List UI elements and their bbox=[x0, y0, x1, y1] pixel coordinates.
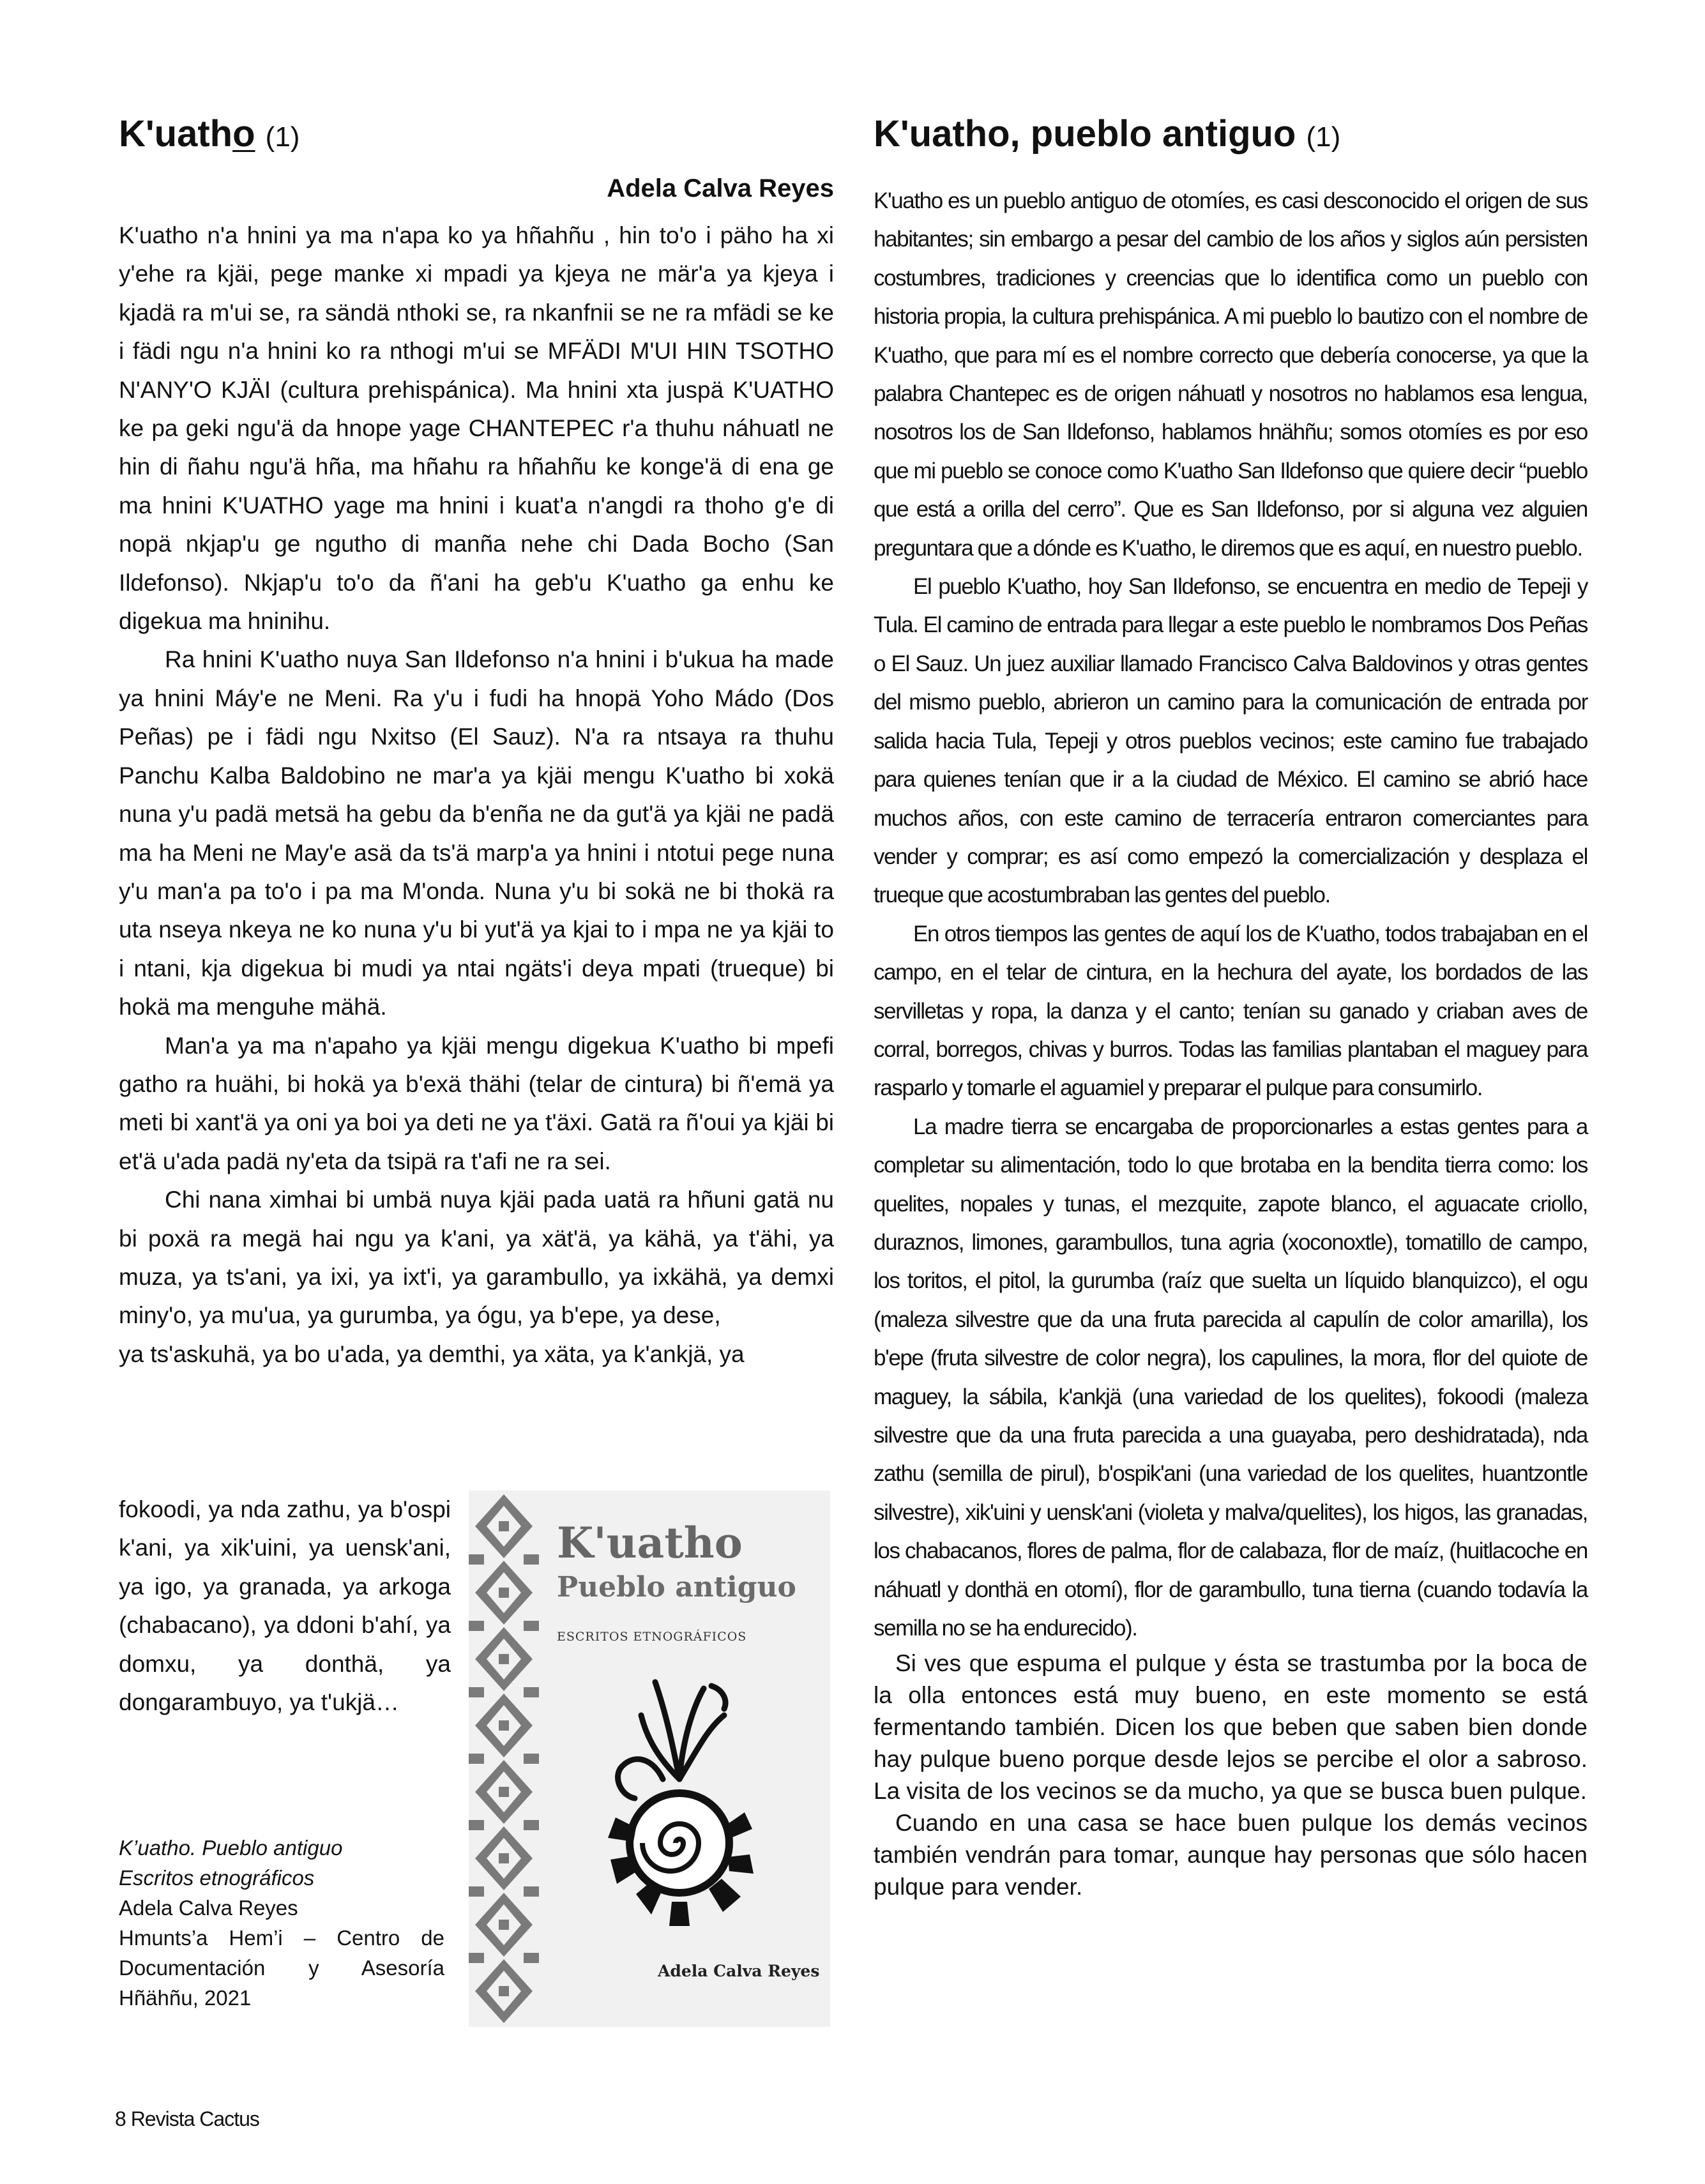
spanish-paragraph-1: K'uatho es un pueblo antiguo de otomíes, es casi desconocido el origen de sus habitantes; sin embargo a pesar del cambio de los años y siglos aún persisten costumbres, tradiciones y creencias que lo identifica como un pueblo con historia propia, la cultura prehispánica. A mi pueblo lo bautizo con el nombre de K'uatho, que para mí es el nombre correcto que debería conocerse, ya que la palabra Chantepec es de origen náhuatl y nosotros no hablamos esa lengua, nosotros los de San Ildefonso, hablamos hnähñu; somos otomíes es por eso que mi pueblo se conoce como K'uatho San Ildefonso que quiere decir “pueblo que está a orilla del cerro”. Que es San Ildefonso, por si alguna vez alguien preguntara que a dónde es K'uatho, le diremos que es aquí, en nuestro pueblo. bbox=[874, 188, 1588, 561]
otomi-column bbox=[119, 109, 834, 1374]
otomi-title-text: K'uath bbox=[119, 113, 233, 155]
spanish-paragraph-4: La madre tierra se encargaba de proporcionarles a estas gentes para a completar su alimentación, todo lo que brotaba en la bendita tierra como: los quelites, nopales y tunas, el mezquite, zapote blanco, el aguacate criollo, duraznos, limones, garambullos, tuna agria (xoconoxtle), tomatillo de campo, los toritos, el pitol, la gurumba (raíz que suelta un líquido blanquizco), el ogu (maleza silvestre que da una fruta parecida al capulín de color amarilla), los b'epe (fruta silvestre de color negra), los capulines, la mora, flor del quiote de maguey, la sábila, k'ankjä (una variedad de los quelites), fokoodi (maleza silvestre que da una fruta parecida a una guayaba, pero deshidratada), nda zathu (semilla de pirul), b'ospik'ani (una variedad de los quelites, huantzontle silvestre), xik'uini y uensk'ani (violeta y malva/quelites), los higos, las granadas, los chabacanos, flores de palma, flor de calabaza, flor de maíz, (huitlacoche en náhuatl y donthä en otomí), flor de garambullo, tuna tierna (cuando todavía la semilla no se ha endurecido). bbox=[874, 1114, 1588, 1641]
spanish-column bbox=[874, 109, 1588, 1903]
otomi-title-underlined: o bbox=[232, 113, 255, 155]
otomi-title bbox=[119, 109, 834, 163]
book-credits bbox=[119, 1833, 444, 2013]
cover-title: K'uatho bbox=[557, 1518, 743, 1568]
page-footer: 8 Revista Cactus bbox=[115, 2107, 259, 2130]
book-area bbox=[119, 1490, 834, 2040]
otomi-paragraph-4: Chi nana ximhai bi umbä nuya kjäi pada uatä ra hñuni gatä nu bi poxä ra megä hai ngu ya k'ani, ya xät'ä, ya kähä, ya t'ähi, ya muza, ya ts'ani, ya ixi, ya ixt'i, ya garambullo, ya ixkähä, ya demxi miny'o, ya mu'ua, ya gurumba, ya ógu, ya b'epe, ya dese, bbox=[119, 1187, 834, 1329]
credit-book-series: Escritos etnográficos bbox=[119, 1866, 315, 1890]
cover-subtitle: Pueblo antiguo bbox=[557, 1571, 796, 1604]
otomi-list-text: fokoodi, ya nda zathu, ya b'ospi k'ani, ya xik'uini, ya uensk'ani, ya igo, ya granada, ya arkoga (chabacano), ya ddoni b'ahí, ya domxu, ya donthä, ya dongarambuyo, ya t'ukjä… bbox=[119, 1496, 451, 1716]
spanish-title-num: (1) bbox=[1306, 121, 1341, 153]
otomi-body bbox=[119, 216, 834, 1374]
otomi-title-num: (1) bbox=[265, 121, 300, 153]
author-name: Adela Calva Reyes bbox=[607, 174, 834, 202]
cover-author: Adela Calva Reyes bbox=[658, 1962, 820, 1980]
cover-border-pattern bbox=[469, 1490, 539, 2027]
spanish-body bbox=[874, 182, 1588, 1903]
credit-author: Adela Calva Reyes bbox=[119, 1896, 298, 1920]
otomi-paragraph-2: Ra hnini K'uatho nuya San Ildefonso n'a hnini i b'ukua ha made ya hnini Máy'e ne Meni. Ra y'u i fudi ha hnopä Yoho Mádo (Dos Peñas) pe i fädi ngu Nxitso (El Sauz). N'a ra ntsaya ra thuhu Panchu Kalba Baldobino ne mar'a ya kjäi mengu K'uatho bi xokä nuna y'u padä metsä ha gebu da b'enña ne da gut'ä ya kjäi ne padä ma ha Meni ne May'e asä da ts'ä marp'a ya hnini i ntotui pege nuna y'u man'a pa to'o i pa ma M'onda. Nuna y'u bi sokä ne bi thokä ra uta nseya nkeya ne ko nuna y'u bi yut'ä ya kjai to i mpa ne ya kjäi to i ntani, kja digekua bi mudi ya ntai ngäts'i deya mpati (trueque) bi hokä ma menguhe mähä. bbox=[119, 646, 834, 1020]
otomi-paragraph-4-cont: ya ts'askuhä, ya bo u'ada, ya demthi, ya xäta, ya k'ankjä, ya bbox=[119, 1340, 745, 1367]
spanish-paragraph-2: El pueblo K'uatho, hoy San Ildefonso, se encuentra en medio de Tepeji y Tula. El camino de entrada para llegar a este pueblo le nombramos Dos Peñas o El Sauz. Un juez auxiliar llamado Francisco Calva Baldovinos y otras gentes del mismo pueblo, abrieron un camino para la comunicación de entrada por salida hacia Tula, Tepeji y otros pueblos vecinos; este camino fue trabajado para quienes tenían que ir a la ciudad de México. El camino se abrió hace muchos años, con este camino de terracería entraron comerciantes para vender y comprar; es así como empezó la comercialización y desplaza el trueque que acostumbraban las gentes del pueblo. bbox=[874, 574, 1588, 908]
spanish-paragraph-6: Cuando en una casa se hace buen pulque los demás vecinos también vendrán para tomar, aunque hay personas que sólo hacen pulque para vender. bbox=[874, 1810, 1588, 1900]
sun-glyph-icon bbox=[596, 1671, 762, 1939]
otomi-paragraph-3: Man'a ya ma n'apaho ya kjäi mengu digekua K'uatho bi mpefi gatho ra huähi, bi hokä ya b'exä thähi (telar de cintura) bi ñ'emä ya meti bi xant'ä ya oni ya boi ya deti ne ya t'äxi. Gatä ra ñ'oui ya kjäi bi et'ä u'ada padä ny'eta da tsipä ra t'afi ne ra sei. bbox=[119, 1032, 834, 1174]
spanish-title-text: K'uatho, pueblo antiguo bbox=[874, 113, 1296, 155]
spanish-paragraph-3: En otros tiempos las gentes de aquí los de K'uatho, todos trabajaban en el campo, en el telar de cintura, en la hechura del ayate, los bordados de las servilletas y ropa, la danza y el canto; tenían su ganado y criaban aves de corral, borregos, chivas y burros. Todas las familias plantaban el maguey para rasparlo y tomarle el aguamiel y preparar el pulque para consumirlo. bbox=[874, 921, 1588, 1101]
otomi-list-wrap bbox=[119, 1490, 451, 1722]
spanish-title bbox=[874, 109, 1588, 163]
book-cover-image bbox=[469, 1490, 830, 2027]
credit-book-title: K’uatho. Pueblo antiguo bbox=[119, 1836, 343, 1860]
credit-publisher: Hmunts’a Hem’i – Centro de Documentación y Asesoría Hñähñu, 2021 bbox=[119, 1926, 444, 2010]
cover-series: ESCRITOS ETNOGRÁFICOS bbox=[557, 1630, 747, 1644]
spanish-paragraph-5: Si ves que espuma el pulque y ésta se trastumba por la boca de la olla entonces está muy bueno, en este momento se está fermentando también. Dicen los que beben que saben bien donde hay pulque bueno porque desde lejos se percibe el olor a sabroso. La visita de los vecinos se da mucho, ya que se busca buen pulque. bbox=[874, 1650, 1588, 1805]
otomi-paragraph-1: K'uatho n'a hnini ya ma n'apa ko ya hñahñu , hin to'o i päho ha xi y'ehe ra kjäi, pege manke xi mpadi ya kjeya ne mär'a ya kjeya i kjadä ra m'ui se, ra sändä nthoki se, ra nkanfnii se ne ra mfädi se ke i fädi ngu n'a hnini ko ra nthogi m'ui se MFÄDI M'UI HIN TSOTHO N'ANY'O KJÄI (cultura prehispánica). Ma hnini xta juspä K'UATHO ke pa geki ngu'ä da hnope yage CHANTEPEC r'a thuhu náhuatl ne hin di ñahu ngu'ä hña, ma hñahu ra hñahñu ke konge'ä di ena ge ma hnini K'UATHO yage ma hnini i kuat'a n'angdi ra thoho g'e di nopä nkjap'u ge ngutho di manña nehe chi Dada Bocho (San Ildefonso). Nkjap'u to'o da ñ'ani ha geb'u K'uatho ga enhu ke digekua ma hninihu. bbox=[119, 222, 834, 635]
